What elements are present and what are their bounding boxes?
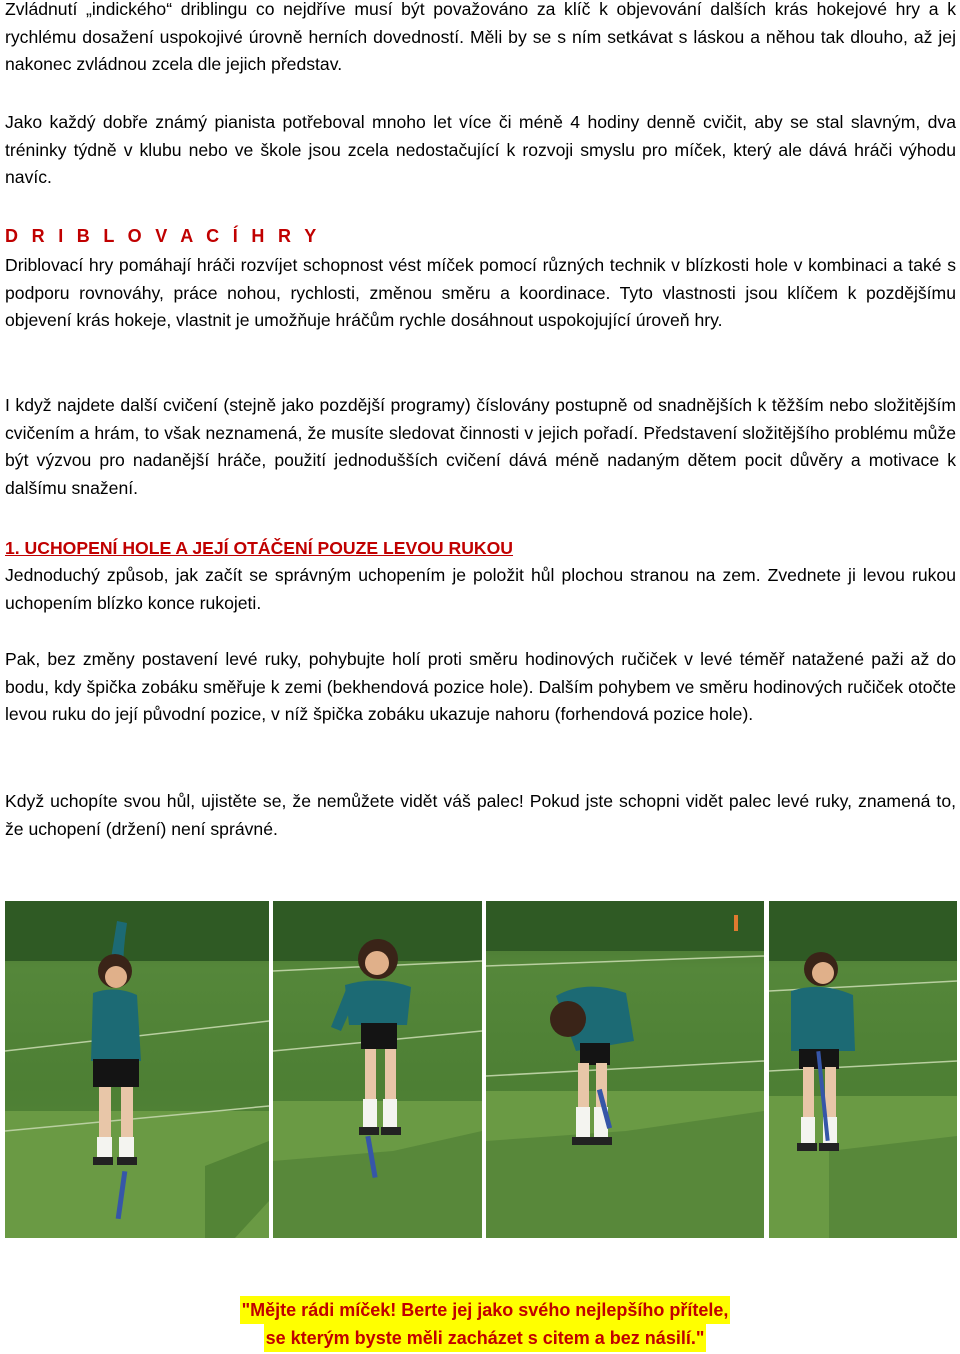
photo-grip-step-2	[273, 901, 482, 1238]
paragraph-intro: Zvládnutí „indického“ driblingu co nejdříve musí být považováno za klíč k objevování dalších krás hokejové hry a k rychlému dosažení uspokojivé úrovně herních dovedností. Měli by se s ním setkávat s láskou a něhou tak dlouho, až jej nakonec zvládnou zcela dle jejich představ.	[5, 0, 956, 75]
quote-line-2: se kterým byste měli zacházet s citem a bez násilí."	[264, 1324, 707, 1352]
quote-line-1: "Mějte rádi míček! Berte jej jako svého nejlepšího přítele,	[240, 1296, 731, 1324]
paragraph-exercises: I když najdete další cvičení (stejně jako pozdější programy) číslovány postupně od snadnějších k těžším nebo složitějším cvičením a hrám, to však neznamená, že musíte sledovat činnosti v jejich pořadí. Představení složitějšího problému může být výzvou pro nadanější hráče, použití jednodušších cvičení dává méně nadaným dětem pocit důvěry a motivace k dalšímu snažení.	[5, 395, 956, 498]
heading-dribbling-games: D R I B L O V A C Í H R Y	[5, 226, 321, 246]
paragraph-pianist: Jako každý dobře známý pianista potřeboval mnoho let více či méně 4 hodiny denně cvičit, aby se stal slavným, dva tréninky týdně v klubu nebo ve škole jsou zcela nedostačující k rozvoji smyslu pro míček, který ale dává hráči výhodu navíc.	[5, 112, 956, 188]
photo-grip-step-4	[769, 901, 957, 1238]
paragraph-rotation: Pak, bez změny postavení levé ruky, pohybujte holí proti směru hodinových ručiček v levé téměř natažené paži až do bodu, kdy špička zobáku směřuje k zemi (bekhendová pozice hole). Dalším pohybem ve směru hodinových ručiček otočte levou ruku do její původní pozice, v níž špička zobáku ukazuje nahoru (forhendová pozice hole).	[5, 649, 956, 725]
quote-caption	[205, 1296, 765, 1352]
paragraph-dribbling-games: Driblovací hry pomáhají hráči rozvíjet schopnost vést míček pomocí různých technik v blízkosti hole v kombinaci a také s podporu rovnováhy, práce nohou, rychlosti, změnou směru a koordinace. Tyto vlastnosti jsou klíčem k pozdějšímu objevení krás hokeje, vlastnit je umožňuje hráčům rychle dosáhnout uspokojující úroveň hry.	[5, 255, 956, 331]
paragraph-thumb: Když uchopíte svou hůl, ujistěte se, že nemůžete vidět váš palec! Pokud jste schopni vidět palec levé ruky, znamená to, že uchopení (držení) není správné.	[5, 791, 956, 839]
heading-section-1: 1. UCHOPENÍ HOLE A JEJÍ OTÁČENÍ POUZE LEVOU RUKOU	[5, 538, 514, 558]
photo-grip-step-1	[5, 901, 269, 1238]
photo-grip-step-3	[486, 901, 764, 1238]
paragraph-grip: Jednoduchý způsob, jak začít se správným uchopením je položit hůl plochou stranou na zem. Zvednete ji levou rukou uchopením blízko konce rukojeti.	[5, 565, 956, 613]
photo-sequence	[5, 901, 957, 1238]
